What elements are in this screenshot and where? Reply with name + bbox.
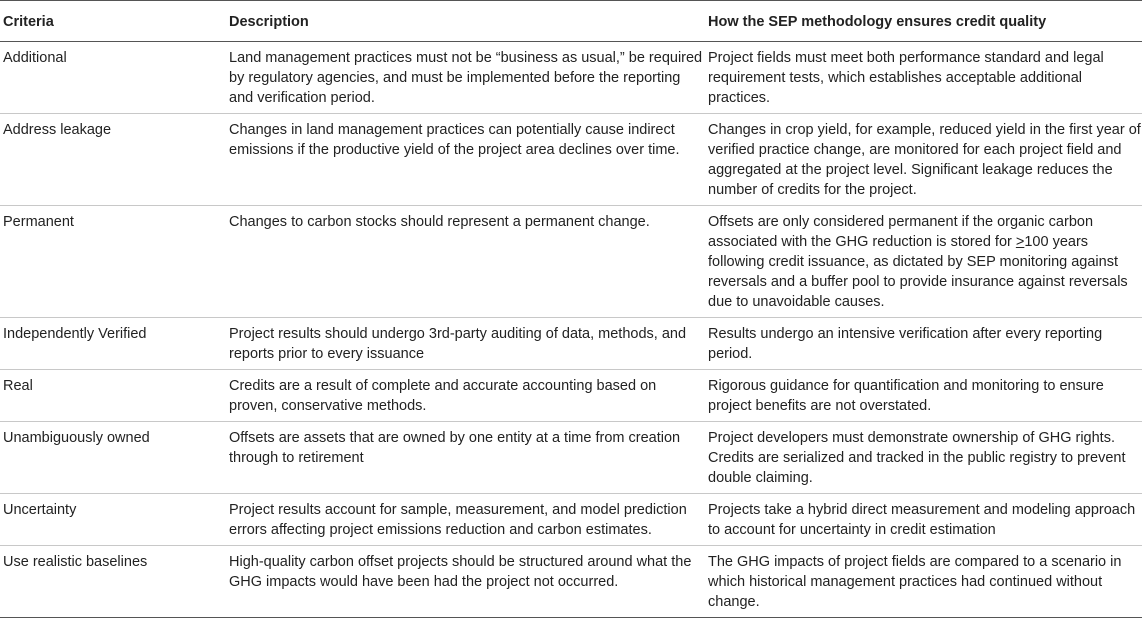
- table-row: [0, 546, 1142, 618]
- table-row: [0, 318, 1142, 370]
- description-cell: Changes to carbon stocks should represent a permanent change.: [229, 214, 650, 230]
- table-row: [0, 114, 1142, 206]
- description-cell: High-quality carbon offset projects should be structured around what the GHG impacts would have been had the project not occurred.: [229, 554, 692, 590]
- criteria-cell: Unambiguously owned: [3, 430, 150, 446]
- header-ensures: How the SEP methodology ensures credit quality: [708, 14, 1047, 30]
- criteria-cell: Uncertainty: [3, 502, 77, 518]
- description-cell: Project results should undergo 3rd-party auditing of data, methods, and reports prior to every issuance: [229, 326, 687, 362]
- description-cell: Offsets are assets that are owned by one entity at a time from creation through to retirement: [229, 430, 681, 466]
- criteria-cell: Permanent: [3, 214, 74, 230]
- ensures-cell: Projects take a hybrid direct measurement and modeling approach to account for uncertainty in credit estimation: [708, 502, 1136, 538]
- criteria-cell: Real: [3, 378, 33, 394]
- table-body: [0, 42, 1142, 618]
- ensures-cell: Project fields must meet both performance standard and legal requirement tests, which establishes acceptable additional practices.: [708, 50, 1104, 106]
- ensures-cell: Changes in crop yield, for example, reduced yield in the first year of verified practice change, are monitored for each project field and aggregated at the project level. Significant leakage reduces the number of credits for the project.: [708, 122, 1141, 198]
- ensures-text-post: 100 years following credit issuance, as dictated by SEP monitoring against reversals and a buffer pool to provide insurance against reversals due to unavoidable causes.: [708, 234, 1128, 310]
- table-row: [0, 370, 1142, 422]
- table-row: [0, 422, 1142, 494]
- table-row: [0, 206, 1142, 318]
- header-criteria: Criteria: [3, 14, 54, 30]
- greater-equal-symbol: >: [1015, 234, 1025, 250]
- criteria-cell: Use realistic baselines: [3, 554, 148, 570]
- criteria-cell: Independently Verified: [3, 326, 147, 342]
- table-row: [0, 42, 1142, 114]
- ensures-cell: Results undergo an intensive verification after every reporting period.: [708, 326, 1103, 362]
- description-cell: Land management practices must not be “business as usual,” be required by regulatory agencies, and must be implemented before the reporting and verification period.: [229, 50, 703, 106]
- ensures-cell: Project developers must demonstrate ownership of GHG rights. Credits are serialized and tracked in the public registry to prevent double claiming.: [708, 430, 1126, 486]
- criteria-cell: Address leakage: [3, 122, 112, 138]
- table-header: [0, 1, 1142, 42]
- description-cell: Credits are a result of complete and accurate accounting based on proven, conservative methods.: [229, 378, 657, 414]
- ensures-cell: The GHG impacts of project fields are compared to a scenario in which historical management practices had continued without change.: [708, 554, 1122, 610]
- ensures-cell: [705, 206, 1142, 318]
- criteria-cell: Additional: [3, 50, 67, 66]
- description-cell: Project results account for sample, measurement, and model prediction errors affecting project emissions reduction and carbon estimates.: [229, 502, 687, 538]
- ensures-cell: Rigorous guidance for quantification and monitoring to ensure project benefits are not overstated.: [708, 378, 1104, 414]
- header-row: [0, 1, 1142, 42]
- header-description: Description: [229, 14, 309, 30]
- ensures-text-pre: Offsets are only considered permanent if the organic carbon associated with the GHG reduction is stored for: [708, 214, 1094, 250]
- table-row: [0, 494, 1142, 546]
- description-cell: Changes in land management practices can potentially cause indirect emissions if the productive yield of the project area declines over time.: [229, 122, 680, 158]
